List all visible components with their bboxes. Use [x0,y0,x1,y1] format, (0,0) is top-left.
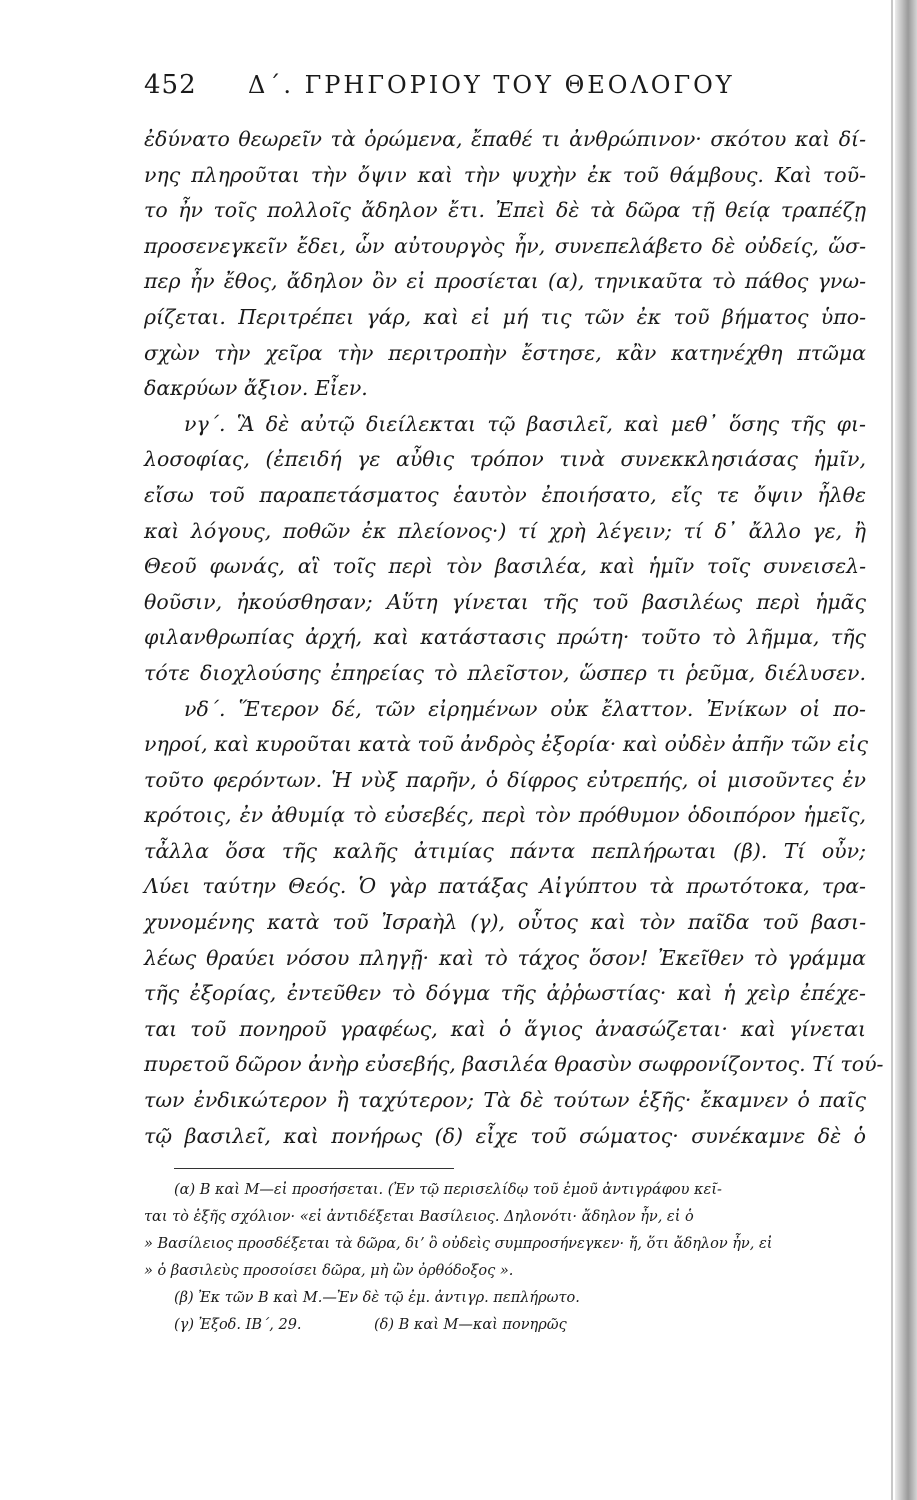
main-text [144,122,884,1154]
footnote-a-line: » Βασίλειος προσδέξεται τὰ δῶρα, διʼ ὃ οὐδεὶς συμπροσήνεγκεν· ἤ, ὅτι ἄδηλον ἦν, εἰ [144,1236,773,1253]
page-number: 452 [144,70,197,100]
text-line: φιλανθρωπίας ἀρχή, καὶ κατάστασις πρώτη· τοῦτο τὸ λῆμμα, τῆς [144,625,866,650]
text-line: εἴσω τοῦ παραπετάσματος ἑαυτὸν ἐποιήσατο, εἴς τε ὄψιν ἦλθε [144,482,866,507]
text-line: το ἦν τοῖς πολλοῖς ἄδηλον ἔτι. Ἐπεὶ δὲ τὰ δῶρα τῇ θείᾳ τραπέζῃ [144,198,866,223]
text-line: περ ἦν ἔθος, ἄδηλον ὂν εἰ προσίεται (α), τηνικαῦτα τὸ πάθος γνω- [144,269,866,294]
running-title: Δ΄. ΓΡΗΓΟΡΙΟΥ ΤΟΥ ΘΕΟΛΟΓΟΥ [248,71,735,99]
text-line: Θεοῦ φωνάς, αἳ τοῖς περὶ τὸν βασιλέα, καὶ ἡμῖν τοῖς συνεισελ- [144,554,866,579]
footnote-d: (δ) Β καὶ Μ—καὶ πονηρῶς [374,1317,567,1334]
footnotes [144,1177,866,1339]
page-edge-line [891,0,893,1500]
text-line: Λύει ταύτην Θεός. Ὁ γὰρ πατάξας Αἰγύπτου τὰ πρωτότοκα, τρα- [144,874,866,899]
footnote-c: (γ) Ἐξοδ. ΙΒ΄, 29. [174,1317,302,1334]
text-line: χυνομένης κατὰ τοῦ Ἰσραὴλ (γ), οὗτος καὶ τὸν παῖδα τοῦ βασι- [144,910,866,935]
footnote-row [144,1312,866,1339]
text-line: νης πληροῦται τὴν ὄψιν καὶ τὴν ψυχὴν ἐκ τοῦ θάμβους. Καὶ τοῦ- [144,162,866,187]
section-start-line: νδ΄. Ἕτερον δέ, τῶν εἰρημένων οὐκ ἔλαττον. Ἐνίκων οἱ πο- [184,696,866,721]
section-start-line: νγ΄. Ἃ δὲ αὐτῷ διείλεκται τῷ βασιλεῖ, καὶ μεθ᾽ ὅσης τῆς φι- [184,411,866,436]
text-line: τῷ βασιλεῖ, καὶ πονήρως (δ) εἶχε τοῦ σώματος· συνέκαμνε δὲ ὁ [144,1123,866,1148]
text-line: τότε διοχλούσης ἐπηρείας τὸ πλεῖστον, ὥσπερ τι ῥεῦμα, διέλυσεν. [144,660,866,685]
text-line: των ἐνδικώτερον ἢ ταχύτερον; Τὰ δὲ τούτων ἑξῆς· ἔκαμνεν ὁ παῖς [144,1088,866,1113]
text-line: ρίζεται. Περιτρέπει γάρ, καὶ εἰ μή τις τῶν ἐκ τοῦ βήματος ὑπο- [144,304,866,329]
page-header [144,70,866,114]
book-page [144,70,884,1339]
text-line: νηροί, καὶ κυροῦται κατὰ τοῦ ἀνδρὸς ἐξορία· καὶ οὐδὲν ἀπῆν τῶν εἰς [144,732,868,757]
text-line: τῆς ἐξορίας, ἐντεῦθεν τὸ δόγμα τῆς ἀῤῥωστίας· καὶ ἡ χεὶρ ἐπέχε- [144,981,866,1006]
text-line: καὶ λόγους, ποθῶν ἐκ πλείονος·) τί χρὴ λέγειν; τί δ᾽ ἄλλο γε, ἢ [144,518,866,543]
text-line: σχὼν τὴν χεῖρα τὴν περιτροπὴν ἔστησε, κἂν κατηνέχθη πτῶμα [144,340,866,365]
footnote-a-line: » ὁ βασιλεὺς προσοίσει δῶρα, μὴ ὢν ὀρθόδοξος ». [144,1263,514,1280]
footnote-separator [174,1168,454,1169]
footnote-a-line: ται τὸ ἑξῆς σχόλιον· «εἰ ἀντιδέξεται Βασίλειος. Δηλονότι· ἄδηλον ἦν, εἰ ὁ [144,1209,694,1226]
text-line: τοῦτο φερόντων. Ἡ νὺξ παρῆν, ὁ δίφρος εὐτρεπής, οἱ μισοῦντες ἐν [144,767,866,792]
text-line: ται τοῦ πονηροῦ γραφέως, καὶ ὁ ἅγιος ἀνασώζεται· καὶ γίνεται [144,1016,866,1041]
text-line: θοῦσιν, ἠκούσθησαν; Αὕτη γίνεται τῆς τοῦ βασιλέως περὶ ἡμᾶς [144,589,866,614]
text-line: λέως θραύει νόσου πληγῇ· καὶ τὸ τάχος ὅσον! Ἐκεῖθεν τὸ γράμμα [144,945,866,970]
footnote-b: (β) Ἐκ τῶν Β καὶ Μ.—Ἐν δὲ τῷ ἐμ. ἀντιγρ. πεπλήρωτο. [174,1290,580,1307]
footnote-a-line: (α) Β καὶ Μ—εἰ προσήσεται. (Ἐν τῷ περισελίδῳ τοῦ ἐμοῦ ἀντιγράφου κεῖ- [174,1182,722,1199]
text-line: κρότοις, ἐν ἀθυμίᾳ τὸ εὐσεβές, περὶ τὸν πρόθυμον ὁδοιπόρον ἡμεῖς, [144,803,866,828]
text-line: προσενεγκεῖν ἔδει, ὧν αὐτουργὸς ἦν, συνεπελάβετο δὲ οὐδείς, ὥσ- [144,233,866,258]
text-line: δακρύων ἄξιον. Εἶεν. [144,376,368,401]
text-line: ἐδύνατο θεωρεῖν τὰ ὁρώμενα, ἔπαθέ τι ἀνθρώπινον· σκότου καὶ δί- [144,127,866,151]
text-line: τἆλλα ὅσα τῆς καλῆς ἀτιμίας πάντα πεπλήρωται (β). Τί οὖν; [144,838,866,863]
book-binding-edge [895,0,917,1500]
text-line: πυρετοῦ δῶρον ἀνὴρ εὐσεβής, βασιλέα θρασὺν σωφρονίζοντος. Τί τού- [144,1052,884,1077]
text-line: λοσοφίας, (ἐπειδή γε αὖθις τρόπον τινὰ συνεκκλησιάσας ἡμῖν, [144,447,866,472]
